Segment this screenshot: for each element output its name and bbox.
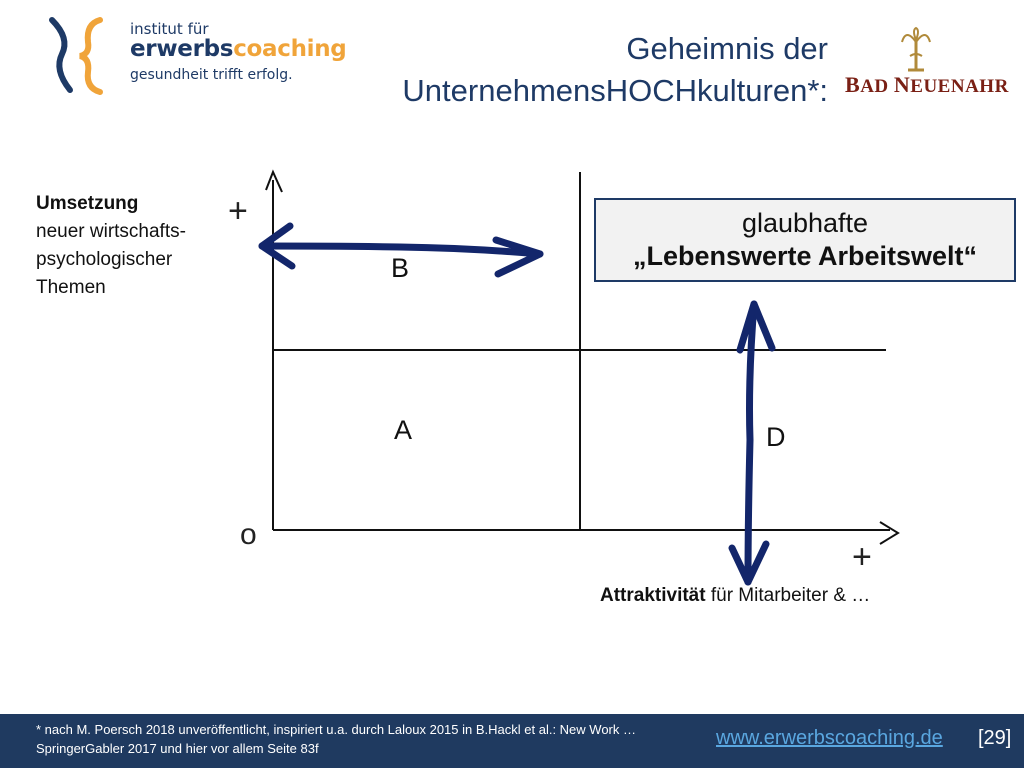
y-axis-label-line-1: neuer wirtschafts- (36, 221, 186, 242)
bad-rest: AD (860, 76, 894, 97)
x-plus-sign: + (852, 538, 872, 576)
footnote-line-1: * nach M. Poersch 2018 unveröffentlicht, inspiriert u.a. durch Laloux 2015 in B.Hackl et al.: New Work … (36, 722, 636, 737)
x-axis-arrowhead-icon (880, 522, 898, 544)
callout-box (594, 198, 1016, 282)
origin-label: o (240, 518, 257, 551)
y-axis-label-bold: Umsetzung (36, 193, 139, 214)
logo-word-erwerbs: erwerbs (130, 36, 234, 62)
footnote (36, 720, 716, 758)
y-axis-label-line-3: Themen (36, 277, 106, 298)
d-double-arrow-icon (748, 304, 754, 582)
title-line-1: Geheimnis der (626, 31, 828, 66)
y-axis-label-line-2: psychologischer (36, 249, 173, 270)
callout-line-1: glaubhafte (741, 208, 869, 238)
x-axis-label-bold: Attraktivität (600, 585, 706, 606)
callout-line-2: „Lebenswerte Arbeitswelt“ (632, 241, 978, 271)
title-line-2: UnternehmensHOCHkulturen*: (402, 73, 828, 108)
neuenahr-rest: EUENAHR (910, 76, 1009, 97)
footnote-line-2: SpringerGabler 2017 und hier vor allem Seite 83f (36, 741, 319, 756)
logo-tagline: gesundheit trifft erfolg. (130, 67, 293, 83)
quadrant-a-label: A (394, 415, 413, 445)
logo-line-institut: institut für (130, 20, 209, 38)
y-plus-sign: + (228, 192, 248, 230)
x-axis-label-rest: für Mitarbeiter & … (705, 585, 871, 606)
bad-letter-b: B (845, 72, 861, 97)
quadrant-b-label: B (391, 253, 410, 283)
neuenahr-letter-n: N (893, 72, 911, 97)
x-axis-label (600, 585, 870, 607)
page-number: [29] (978, 727, 1012, 749)
website-link[interactable]: www.erwerbscoaching.de (716, 727, 943, 749)
logo-word-coaching: coaching (233, 36, 347, 62)
quadrant-d-label: D (766, 422, 786, 452)
